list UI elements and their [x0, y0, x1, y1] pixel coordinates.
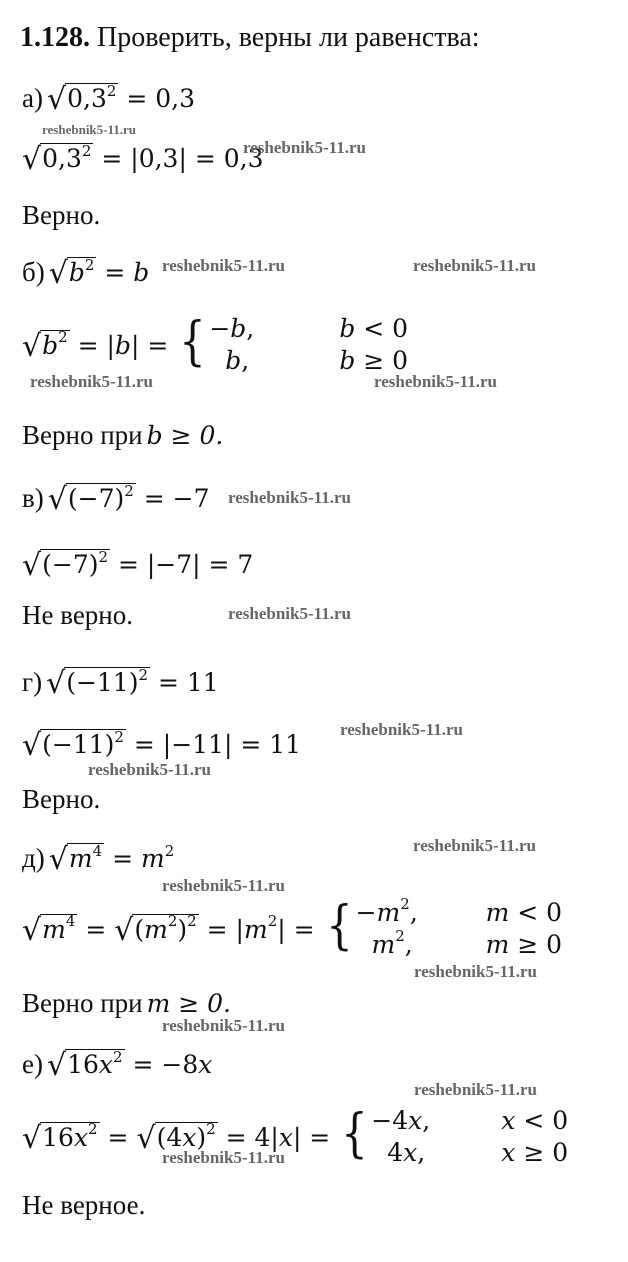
part-d-statement: д) $√m^4 = m^2$ [22, 841, 175, 877]
part-v-verdict: Не верно. [22, 600, 134, 630]
part-b-statement: б) $√b^2 = b$ [22, 255, 150, 291]
part-e-verdict: Не верное. [22, 1190, 146, 1220]
watermark: reshebnik5-11.ru [162, 256, 285, 275]
part-v-statement: в) $√(-7)^2 = -7$ [22, 481, 210, 517]
problem-number: 1.128. [20, 22, 90, 53]
watermark: reshebnik5-11.ru [340, 720, 463, 739]
part-d-verdict: Верно при m ≥ 0. [22, 988, 231, 1018]
watermark: reshebnik5-11.ru [42, 122, 137, 137]
part-e-label: е) [22, 1049, 43, 1079]
part-e-statement: е) $√16x^2 = -8x$ [22, 1047, 213, 1083]
watermark: reshebnik5-11.ru [162, 1148, 285, 1167]
part-a-verdict: Верно. [22, 200, 101, 230]
part-a-solution: $√0,3^2 = |0,3| = 0,3$ [22, 141, 264, 177]
part-b-verdict: Верно при b ≥ 0. [22, 420, 224, 450]
problem-title [20, 22, 480, 54]
watermark: reshebnik5-11.ru [30, 372, 153, 391]
watermark: reshebnik5-11.ru [374, 372, 497, 391]
problem-text: Проверить, верны ли равенства: [97, 22, 480, 53]
part-v-solution: $√(-7)^2 = |-7| = 7$ [22, 547, 254, 583]
part-g-statement: г) $√(-11)^2 = 11$ [22, 665, 219, 701]
watermark: reshebnik5-11.ru [88, 760, 211, 779]
watermark: reshebnik5-11.ru [413, 256, 536, 275]
part-a-label: а) [22, 83, 43, 113]
watermark: reshebnik5-11.ru [243, 138, 366, 157]
part-a-statement: а) $√0,3^2 = 0,3$ [22, 81, 196, 117]
part-g-label: г) [22, 667, 43, 697]
watermark: reshebnik5-11.ru [228, 604, 351, 623]
watermark: reshebnik5-11.ru [414, 962, 537, 981]
watermark: reshebnik5-11.ru [162, 1016, 285, 1035]
part-b-solution: $√b^2 = |b|$ = { −b, b < 0 b, b ≥ 0 [22, 312, 409, 375]
watermark: reshebnik5-11.ru [162, 876, 285, 895]
part-d-label: д) [22, 843, 45, 873]
part-b-label: б) [22, 257, 45, 287]
part-g-verdict: Верно. [22, 784, 101, 814]
watermark: reshebnik5-11.ru [414, 1080, 537, 1099]
part-e-solution: $√16x^2 = √(4x)^2 = 4|x|$ = { −4x, x < 0 4x, x ≥ 0 [22, 1104, 569, 1167]
part-d-solution: $√m^4 = √(m^2)^2 = |m^2|$ = { $-m^2$, m < 0 $m^2$, m ≥ 0 [22, 895, 563, 959]
watermark: reshebnik5-11.ru [413, 836, 536, 855]
part-g-solution: $√(-11)^2 = |-11| = 11$ [22, 727, 302, 763]
part-v-label: в) [22, 483, 44, 513]
watermark: reshebnik5-11.ru [228, 488, 351, 507]
